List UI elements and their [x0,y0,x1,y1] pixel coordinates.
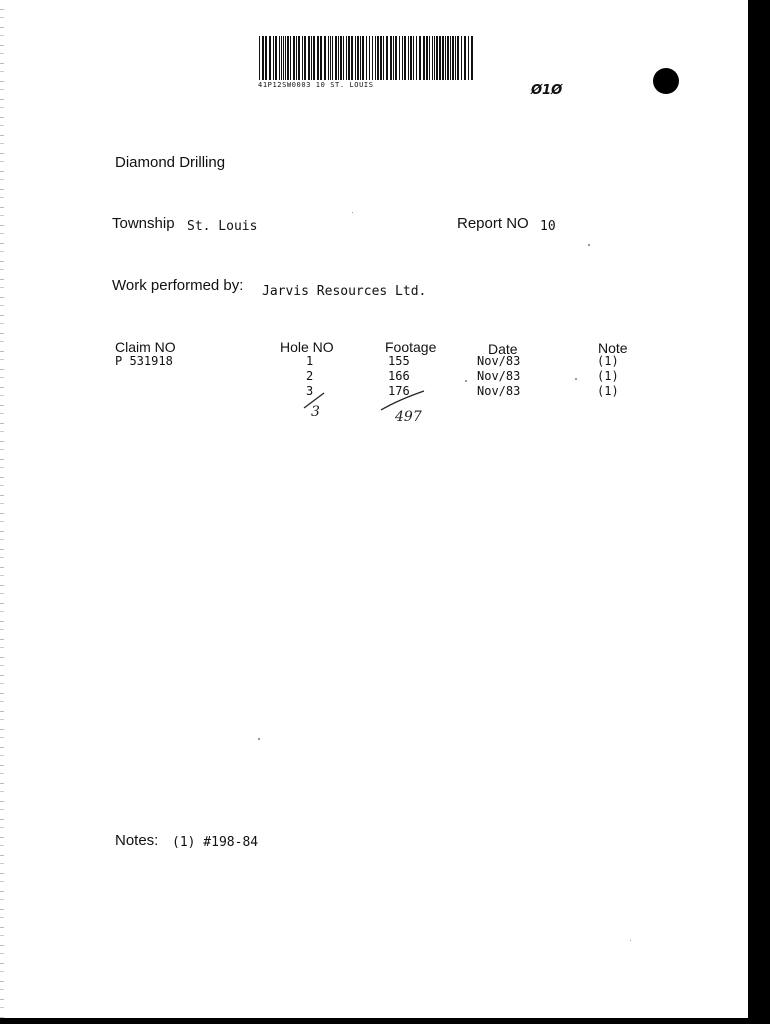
footage-total: 497 [395,409,422,425]
claim-value: P 531918 [115,354,173,368]
scan-speck [352,212,353,213]
date-cell: Nov/83 [477,354,521,368]
footage-header: Footage [385,339,437,355]
report-value: 10 [540,219,556,234]
note-cell: (1) [597,384,619,398]
scan-speck [575,378,577,380]
hole-cell: 3 [306,384,314,398]
notes-value: (1) #198-84 [172,835,259,850]
hole-total: 3 [311,404,320,420]
scan-edge [0,0,4,1018]
hole-header: Hole NO [280,339,334,355]
township-value: St. Louis [187,219,258,234]
work-label: Work performed by: [112,277,244,294]
notes-label: Notes: [115,832,159,849]
punch-hole [653,68,679,94]
scan-speck [588,244,590,246]
footage-cell: 166 [388,369,410,383]
page-code: Ø1Ø [531,83,563,98]
hole-cell: 1 [306,354,314,368]
work-value: Jarvis Resources Ltd. [262,284,427,299]
scan-speck [258,738,260,740]
claim-header: Claim NO [115,339,176,355]
barcode [258,36,476,80]
scan-speck [465,380,467,382]
report-label: Report NO [457,215,529,232]
township-label: Township [112,215,175,232]
note-cell: (1) [597,369,619,383]
date-header: Date [488,341,518,357]
hole-cell: 2 [306,369,314,383]
document-title: Diamond Drilling [115,154,226,171]
barcode-text: 41P12SW0003 10 ST. LOUIS [258,81,374,89]
date-cell: Nov/83 [477,384,521,398]
footage-cell: 176 [388,384,410,398]
scan-speck [630,940,631,941]
footage-cell: 155 [388,354,410,368]
note-cell: (1) [597,354,619,368]
date-cell: Nov/83 [477,369,521,383]
note-header: Note [598,340,628,356]
